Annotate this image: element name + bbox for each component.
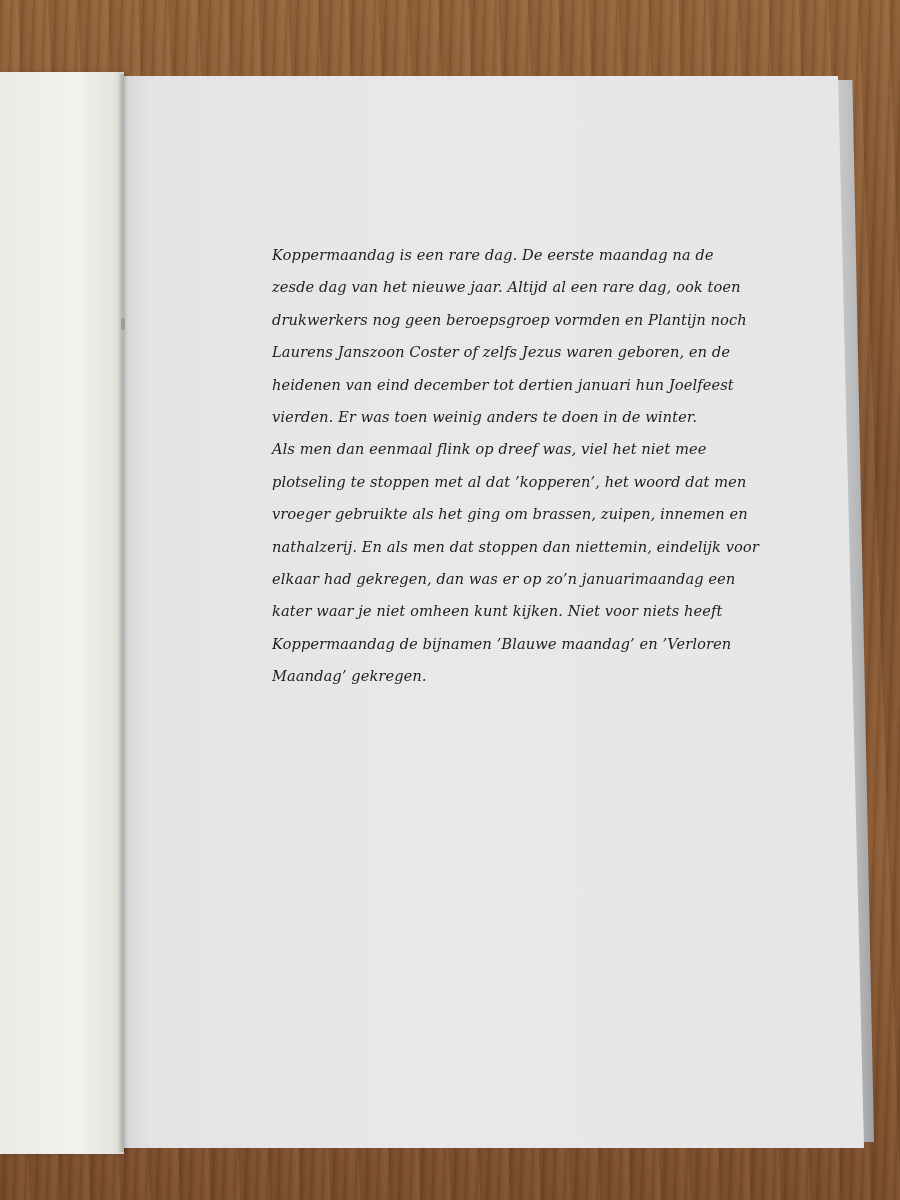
text-line-1: Koppermaandag is een rare dag. De eerste maandag na de xyxy=(272,247,714,264)
booklet-gutter xyxy=(118,74,128,1152)
text-line-3: drukwerkers nog geen beroepsgroep vormden en Plantijn noch xyxy=(272,311,747,329)
left-page xyxy=(0,72,124,1154)
text-line-9: vroeger gebruikte als het ging om brassen, zuipen, innemen en xyxy=(272,506,748,524)
text-line-6: vierden. Er was toen weinig anders te doen in de winter. xyxy=(272,408,698,426)
text-line-4: Laurens Janszoon Coster of zelfs Jezus waren geboren, en de xyxy=(272,344,731,362)
text-line-12: kater waar je niet omheen kunt kijken. Niet voor niets heeft xyxy=(272,603,723,621)
text-line-7: Als men dan eenmaal flink op dreef was, viel het niet mee xyxy=(272,441,707,459)
text-line-2: zesde dag van het nieuwe jaar. Altijd al een rare dag, ook toen xyxy=(272,279,741,297)
body-text xyxy=(272,240,759,693)
text-line-10: nathalzerij. En als men dat stoppen dan niettemin, eindelijk voor xyxy=(272,538,759,556)
text-line-14: Maandag’ gekregen. xyxy=(272,668,427,686)
staple xyxy=(121,318,125,330)
text-line-13: Koppermaandag de bijnamen ’Blauwe maandag’ en ’Verloren xyxy=(272,635,732,653)
text-line-5: heidenen van eind december tot dertien januari hun Joelfeest xyxy=(272,376,734,394)
text-line-11: elkaar had gekregen, dan was er op zo’n januarimaandag een xyxy=(272,570,736,588)
text-line-8: plotseling te stoppen met al dat ’kopperen’, het woord dat men xyxy=(272,473,747,491)
